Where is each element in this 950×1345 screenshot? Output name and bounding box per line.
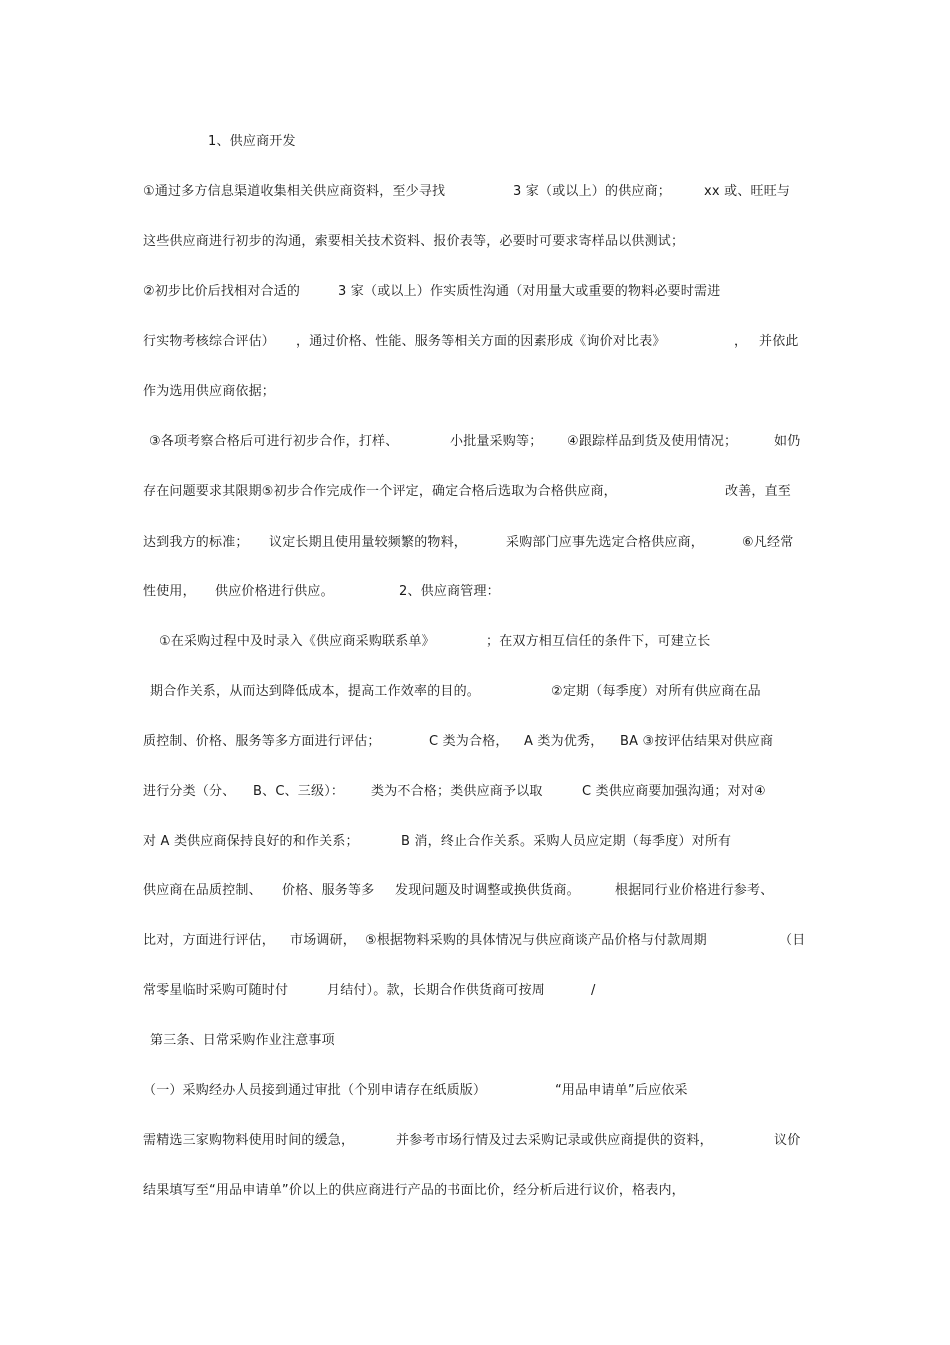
text-segment: / xyxy=(591,983,596,998)
text-segment: 性使用， xyxy=(143,584,196,599)
text-line xyxy=(0,981,950,1001)
text-line xyxy=(0,1131,950,1151)
text-line xyxy=(0,282,950,302)
text-segment: BA ③按评估结果对供应商 xyxy=(620,734,774,749)
heading-supplier-management: 2、供应商管理： xyxy=(399,584,500,599)
text-segment: 发现问题及时调整或换供货商。 xyxy=(395,883,580,898)
text-line xyxy=(0,881,950,901)
text-segment: 达到我方的标准； xyxy=(143,535,249,550)
text-segment: C 类供应商要加强沟通；对对④ xyxy=(582,784,766,799)
text-segment: ②定期（每季度）对所有供应商在品 xyxy=(551,684,761,699)
text-segment: 进行分类（分、 xyxy=(143,784,236,799)
text-segment: ③各项考察合格后可进行初步合作，打样、 xyxy=(149,434,399,449)
section-heading-article-3 xyxy=(0,1031,950,1051)
text-segment: 采购部门应事先选定合格供应商， xyxy=(506,535,705,550)
text-segment: C 类为合格， xyxy=(429,734,509,749)
text-line xyxy=(0,382,950,402)
text-segment: ；在双方相互信任的条件下，可建立长 xyxy=(486,634,711,649)
text-segment: ⑥凡经常 xyxy=(742,535,794,550)
text-line xyxy=(0,332,950,352)
text-segment: B 消，终止合作关系。采购人员应定期（每季度）对所有 xyxy=(401,834,732,849)
text-line xyxy=(0,1181,950,1201)
text-line xyxy=(0,782,950,802)
text-segment: 行实物考核综合评估） xyxy=(143,334,276,349)
text-segment: 质控制、价格、服务等多方面进行评估； xyxy=(143,734,381,749)
heading-text: 1、供应商开发 xyxy=(208,134,296,149)
text-line xyxy=(0,632,950,652)
text-line xyxy=(0,482,950,502)
text-segment: 对 A 类供应商保持良好的和作关系； xyxy=(143,834,359,849)
text-segment: 常零星临时采购可随时付 xyxy=(143,983,289,998)
text-segment: ①在采购过程中及时录入《供应商采购联系单》 xyxy=(159,634,435,649)
text-segment: xx 或、旺旺与 xyxy=(704,184,791,199)
text-segment: 小批量采购等； xyxy=(450,434,543,449)
text-line xyxy=(0,832,950,852)
text-segment: （日 xyxy=(779,933,806,948)
text-segment: 作为选用供应商依据； xyxy=(143,384,276,399)
text-line xyxy=(0,582,950,602)
heading-supplier-development xyxy=(0,132,950,152)
text-line xyxy=(0,682,950,702)
text-segment: 市场调研， xyxy=(290,933,357,948)
text-segment: 期合作关系，从而达到降低成本，提高工作效率的目的。 xyxy=(150,684,481,699)
text-line xyxy=(0,533,950,553)
text-segment: ， xyxy=(734,334,748,349)
text-segment: 并参考市场行情及过去采购记录或供应商提供的资料， xyxy=(396,1133,713,1148)
text-segment: 如仍 xyxy=(774,434,801,449)
text-segment: 存在问题要求其限期⑤初步合作完成作一个评定，确定合格后选取为合格供应商， xyxy=(143,484,617,499)
text-segment: B、C、三级）： xyxy=(253,784,345,799)
text-line xyxy=(0,931,950,951)
text-segment: 月结付）。款，长期合作供货商可按周 xyxy=(327,983,545,998)
text-line xyxy=(0,432,950,452)
text-segment: 3 家（或以上）的供应商； xyxy=(513,184,672,199)
text-segment: ①通过多方信息渠道收集相关供应商资料，至少寻找 xyxy=(143,184,446,199)
text-segment: 根据同行业价格进行参考、 xyxy=(615,883,774,898)
text-segment: A 类为优秀， xyxy=(524,734,604,749)
text-line xyxy=(0,732,950,752)
text-line xyxy=(0,1081,950,1101)
text-segment: ，通过价格、性能、服务等相关方面的因素形成《询价对比表》 xyxy=(296,334,666,349)
text-segment: （一）采购经办人员接到通过审批（个别申请存在纸质版） xyxy=(143,1083,487,1098)
text-segment: 供应商在品质控制、 xyxy=(143,883,262,898)
text-segment: ②初步比价后找相对合适的 xyxy=(143,284,301,299)
text-segment: “用品申请单”后应依采 xyxy=(555,1083,688,1098)
text-segment: 类为不合格；类供应商予以取 xyxy=(371,784,543,799)
text-segment: 需精选三家购物料使用时间的缓急， xyxy=(143,1133,355,1148)
text-segment: ⑤根据物料采购的具体情况与供应商谈产品价格与付款周期 xyxy=(365,933,707,948)
text-segment: 3 家（或以上）作实质性沟通（对用量大或重要的物料必要时需进 xyxy=(338,284,721,299)
text-segment: 这些供应商进行初步的沟通，索要相关技术资料、报价表等，必要时可要求寄样品以供测试； xyxy=(143,234,685,249)
text-line xyxy=(0,182,950,202)
heading-text: 第三条、日常采购作业注意事项 xyxy=(150,1033,335,1048)
text-segment: 比对，方面进行评估， xyxy=(143,933,276,948)
text-segment: 供应价格进行供应。 xyxy=(215,584,334,599)
text-line xyxy=(0,232,950,252)
text-segment: 议定长期且使用量较频繁的物料， xyxy=(269,535,468,550)
text-segment: 改善，直至 xyxy=(725,484,792,499)
text-segment: ④跟踪样品到货及使用情况； xyxy=(567,434,738,449)
text-segment: 并依此 xyxy=(759,334,799,349)
text-segment: 议价 xyxy=(774,1133,801,1148)
text-segment: 价格、服务等多 xyxy=(282,883,375,898)
text-segment: 结果填写至“用品申请单”价以上的供应商进行产品的书面比价，经分析后进行议价，格表内， xyxy=(143,1183,685,1198)
